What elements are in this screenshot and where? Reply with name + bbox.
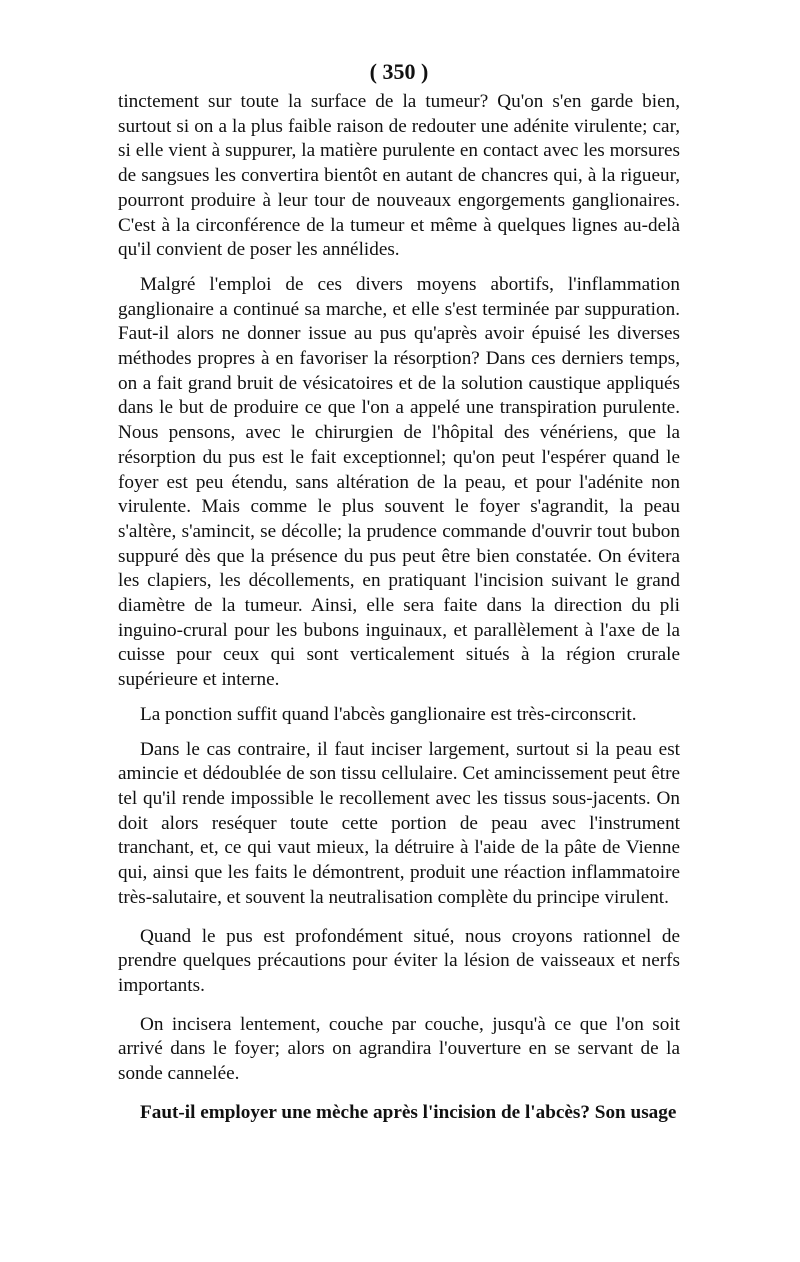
page-number: ( 350 )	[369, 59, 429, 84]
paragraph-3: La ponction suffit quand l'abcès ganglionaire est très-circonscrit.	[140, 703, 637, 725]
paragraph-4: Dans le cas contraire, il faut inciser largement, surtout si la peau est amincie et dédoublée de son tissu cellulaire. Cet amincissement peut être tel qu'il rende impossible le recollement avec les tissus sous-jacents. On doit alors reséquer toute cette portion de peau avec l'instrument tranchant, et, ce qui vaut mieux, la détruire à l'aide de la pâte de Vienne qui, ainsi que les faits le démontrent, produit une réaction inflammatoire très-salutaire, et souvent la neutralisation complète du principe virulent.	[118, 738, 680, 908]
page-body	[118, 58, 680, 1125]
paragraph-7: Faut-il employer une mèche après l'incision de l'abcès? Son usage	[140, 1101, 677, 1123]
paragraph-6: On incisera lentement, couche par couche, jusqu'à ce que l'on soit arrivé dans le foyer; alors on agrandira l'ouverture en se servant de la sonde cannelée.	[118, 1013, 680, 1085]
paragraph-2: Malgré l'emploi de ces divers moyens abortifs, l'inflammation ganglionaire a continué sa marche, et elle s'est terminée par suppuration. Faut-il alors ne donner issue au pus qu'après avoir épuisé les diverses méthodes propres à en favoriser la résorption? Dans ces derniers temps, on a fait grand bruit de vésicatoires et de la solution caustique appliqués dans le but de produire ce que l'on a appelé une transpiration purulente. Nous pensons, avec le chirurgien de l'hôpital des vénériens, que la résorption du pus est le fait exceptionnel; qu'on peut l'espérer quand le foyer est peu étendu, sans altération de la peau, et pour l'adénite non virulente. Mais comme le plus souvent le foyer s'agrandit, la peau s'altère, s'amincit, se décolle; la prudence commande d'ouvrir tout bubon suppuré dès que la présence du pus peut être bien constatée. On évitera les clapiers, les décollements, en pratiquant l'incision suivant le grand diamètre de la tumeur. Ainsi, elle sera faite dans la direction du pli inguino-crural pour les bubons inguinaux, et parallèlement à l'axe de la cuisse pour ceux qui sont verticalement situés à la région crurale supérieure et interne.	[118, 273, 680, 691]
paragraph-1: tinctement sur toute la surface de la tumeur? Qu'on s'en garde bien, surtout si on a la plus faible raison de redouter une adénite virulente; car, si elle vient à suppurer, la matière purulente en contact avec les morsures de sangsues les convertira bientôt en autant de chancres qui, à la rigueur, pourront produire à leur tour de nouveaux engorgements ganglionaires. C'est à la circonférence de la tumeur et même à quelques lignes au-delà qu'il convient de poser les annélides.	[118, 91, 680, 261]
paragraph-5: Quand le pus est profondément situé, nous croyons rationnel de prendre quelques précautions pour éviter la lésion de vaisseaux et nerfs importants.	[118, 925, 680, 996]
